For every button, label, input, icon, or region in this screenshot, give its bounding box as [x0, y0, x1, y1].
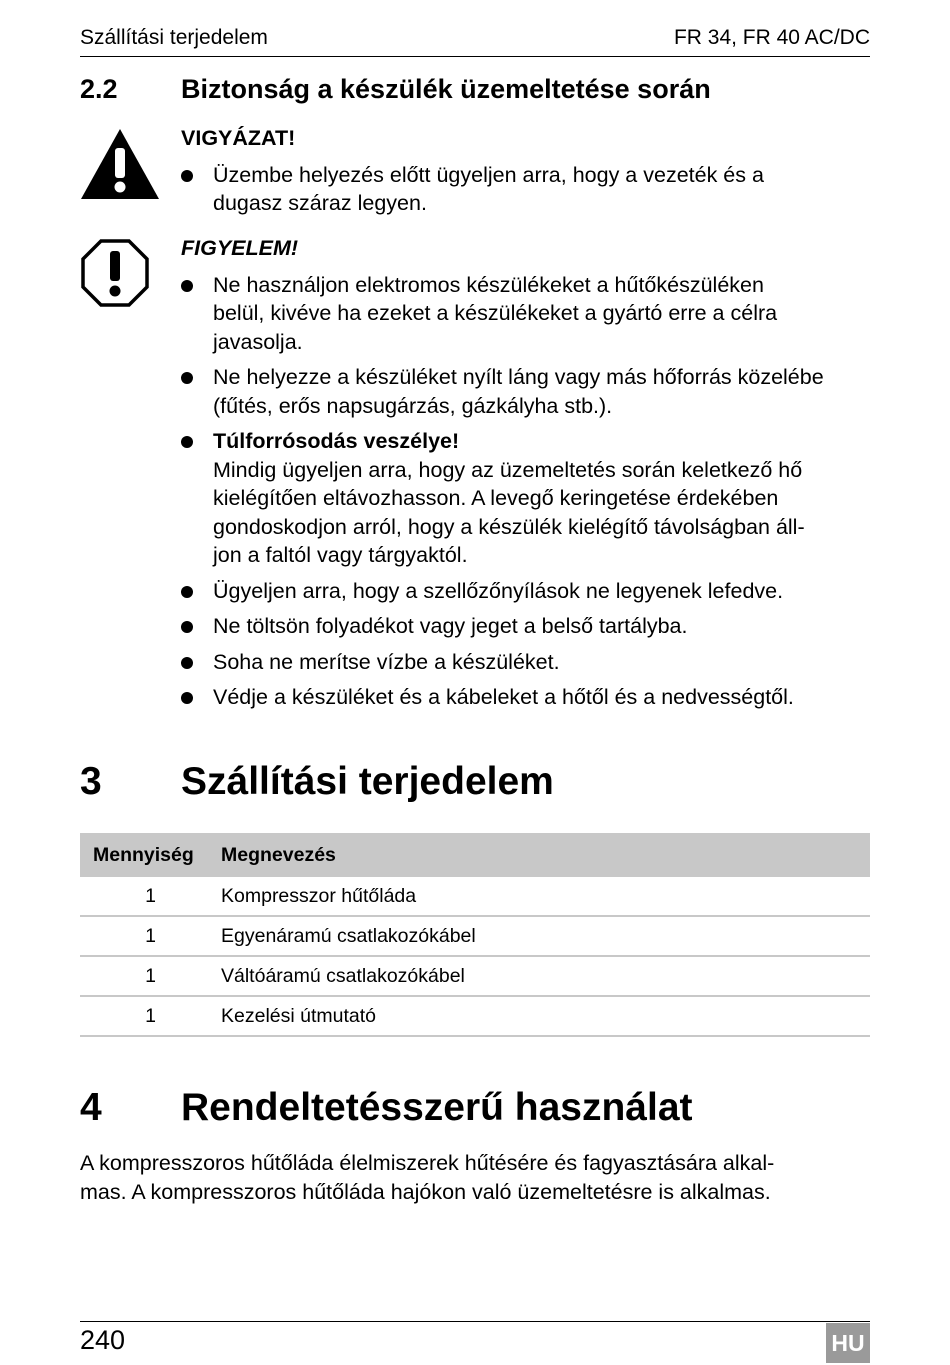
list-item — [181, 648, 871, 677]
page-number: 240 — [80, 1325, 126, 1355]
list-item — [181, 683, 871, 712]
list-item-line: dugasz száraz legyen. — [213, 191, 427, 215]
table-row — [80, 877, 870, 916]
list-item-line: Ügyeljen arra, hogy a szellőzőnyílások ne legyenek lefedve. — [213, 578, 784, 603]
list-item-line: Soha ne merítse vízbe a készüléket. — [213, 649, 560, 674]
list-item — [181, 427, 871, 570]
warning-triangle-icon — [80, 128, 160, 200]
list-item — [181, 161, 871, 218]
list-item-line: belül, kivéve ha ezeket a készülékeket a gyártó erre a célra — [213, 301, 778, 325]
caution-list — [181, 161, 871, 218]
section-3-title: Szállítási terjedelem — [181, 760, 554, 803]
quantity-cell: 1 — [80, 996, 221, 1036]
section-4-title: Rendeltetésszerű használat — [181, 1086, 693, 1129]
exclamation-octagon-icon — [80, 238, 150, 308]
running-header — [80, 26, 870, 57]
list-item-line: Üzembe helyezés előtt ügyeljen arra, hogy a vezeték és a — [213, 162, 764, 187]
description-cell: Kompresszor hűtőláda — [221, 877, 870, 916]
list-item-line: Ne töltsön folyadékot vagy jeget a belső tartályba. — [213, 614, 688, 638]
language-badge: HU — [826, 1323, 870, 1363]
paragraph-line: mas. A kompresszoros hűtőláda hajókon való üzemeltetésre is alkalmas. — [80, 1179, 771, 1204]
table-row — [80, 996, 870, 1036]
caution-label: VIGYÁZAT! — [181, 126, 296, 150]
notice-label: FIGYELEM! — [181, 236, 299, 260]
header-model-name: FR 34, FR 40 AC/DC — [673, 26, 870, 49]
list-item — [181, 577, 871, 606]
header-section-title: Szállítási terjedelem — [80, 26, 268, 49]
quantity-cell: 1 — [80, 877, 221, 916]
quantity-cell: 1 — [80, 956, 221, 996]
caution-block — [181, 124, 871, 225]
section-3-number: 3 — [80, 760, 102, 803]
description-cell: Váltóáramú csatlakozókábel — [221, 956, 870, 996]
list-item-heading: Túlforrósodás veszélye! — [213, 429, 460, 453]
description-cell: Egyenáramú csatlakozókábel — [221, 916, 870, 956]
section-4-number: 4 — [80, 1086, 102, 1129]
footer-divider — [80, 1321, 870, 1322]
list-item-line: (fűtés, erős napsugárzás, gázkályha stb.). — [213, 393, 613, 418]
notice-block — [181, 234, 871, 719]
scope-of-delivery-table — [80, 833, 870, 1037]
list-item — [181, 271, 871, 357]
table-row — [80, 916, 870, 956]
list-item-line: Ne használjon elektromos készülékeket a hűtőkészüléken — [213, 272, 764, 297]
list-item-line: gondoskodjon arról, hogy a készülék kielégítő távolságban áll- — [213, 514, 805, 539]
list-item-line: Mindig ügyeljen arra, hogy az üzemeltetés során keletkező hő — [213, 457, 803, 482]
quantity-cell: 1 — [80, 916, 221, 956]
list-item — [181, 363, 871, 420]
table-row — [80, 956, 870, 996]
list-item-line: Védje a készüléket és a kábeleket a hőtől és a nedvességtől. — [213, 685, 794, 709]
list-item-line: javasolja. — [213, 329, 303, 354]
list-item-line: kielégítően eltávozhasson. A levegő keringetése érdekében — [213, 486, 779, 510]
list-item-line: jon a faltól vagy tárgyaktól. — [213, 543, 468, 567]
list-item-line: Ne helyezze a készüléket nyílt láng vagy más hőforrás közelébe — [213, 365, 824, 389]
paragraph-line: A kompresszoros hűtőláda élelmiszerek hűtésére és fagyasztására alkal- — [80, 1151, 775, 1175]
list-item — [181, 612, 871, 641]
column-header-quantity: Mennyiség — [80, 833, 221, 877]
section-2-2-number: 2.2 — [80, 74, 118, 104]
intended-use-paragraph — [80, 1149, 870, 1206]
table-header-row — [80, 833, 870, 877]
column-header-description: Megnevezés — [221, 833, 870, 877]
notice-list — [181, 271, 871, 712]
description-cell: Kezelési útmutató — [221, 996, 870, 1036]
section-2-2-title: Biztonság a készülék üzemeltetése során — [181, 74, 711, 104]
